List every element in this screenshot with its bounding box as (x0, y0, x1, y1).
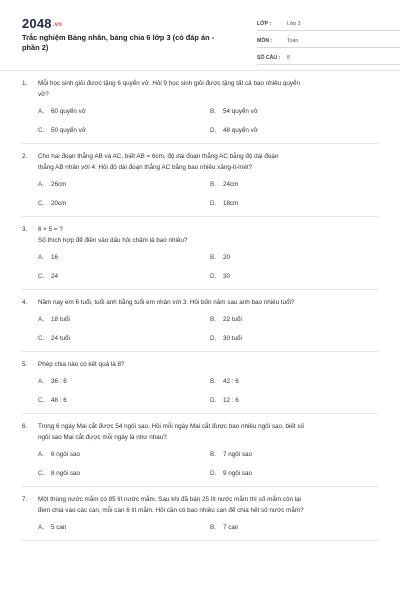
option-letter: A. (38, 378, 44, 385)
answer-options (22, 377, 378, 405)
question-text-line: Phép chia nào có kết quả là 8? (38, 361, 125, 368)
option-letter: C. (38, 397, 45, 404)
meta-label: SỐ CÂU : (257, 54, 281, 61)
answer-option[interactable] (38, 272, 210, 281)
answer-options (22, 523, 378, 532)
option-text: 60 quyển vở (51, 108, 86, 115)
option-text: 24 tuổi (51, 335, 70, 342)
answer-options (22, 253, 378, 281)
question-stem (22, 494, 378, 516)
question-text-line: vở? (38, 91, 49, 98)
question-item (22, 359, 378, 414)
answer-options (22, 107, 378, 135)
question-text-line: Một thùng nước mắm có 85 lít nước mắm. Sau khi đã bán 25 lít nước mắm thì số mắm còn lại (38, 496, 302, 503)
logo-suffix: .vn (52, 21, 63, 28)
answer-option[interactable] (210, 334, 382, 343)
question-item (22, 151, 378, 217)
question-stem (22, 297, 378, 308)
option-text: 12 : 6 (223, 397, 239, 404)
option-text: 6 ngôi sao (51, 451, 81, 458)
option-letter: B. (210, 378, 216, 385)
option-text: 30 (223, 273, 231, 280)
option-letter: C. (38, 200, 45, 207)
question-text (38, 421, 378, 443)
question-text (38, 78, 378, 100)
option-text: 30 tuổi (223, 335, 242, 342)
option-text: 48 quyển vở (223, 127, 258, 134)
option-text: 16 (51, 254, 59, 261)
site-logo[interactable] (22, 16, 62, 31)
question-text-line: Trong 6 ngày Mai cắt được 54 ngôi sao. Hỏi mỗi ngày Mai cắt được bao nhiêu ngôi sao, biết số (38, 423, 305, 430)
answer-option[interactable] (210, 523, 382, 532)
option-letter: B. (210, 451, 216, 458)
option-letter: A. (38, 254, 44, 261)
question-number: 5. (22, 361, 28, 368)
question-text (38, 297, 378, 308)
answer-options (22, 180, 378, 208)
option-text: 18cm (223, 200, 239, 207)
answer-option[interactable] (210, 377, 382, 386)
question-item (22, 494, 378, 541)
option-text: 24cm (223, 181, 239, 188)
answer-option[interactable] (38, 377, 210, 386)
question-stem (22, 421, 378, 443)
question-text-line: 6 × 5 = ? (38, 226, 63, 233)
answer-option[interactable] (210, 396, 382, 405)
answer-option[interactable] (38, 334, 210, 343)
option-text: 9 ngôi sao (223, 470, 253, 477)
question-stem (22, 224, 378, 246)
header-divider (0, 70, 400, 71)
option-text: 24 (51, 273, 59, 280)
meta-value: Lớp 3 (287, 20, 301, 27)
question-text-line: đem chia vào các can, mỗi can 6 lít mắm. Hỏi cần có bao nhiêu can để chia hết số nước mắm? (38, 507, 304, 514)
worksheet-meta (257, 17, 400, 68)
meta-row (257, 34, 400, 48)
question-number: 1. (22, 80, 28, 87)
option-text: 36 : 6 (51, 378, 67, 385)
question-text-line: Mỗi học sinh giỏi được tặng 6 quyển vở. Hỏi 9 học sinh giỏi được tặng tất cả bao nhiêu quyển (38, 80, 301, 87)
answer-options (22, 450, 378, 478)
answer-option[interactable] (210, 450, 382, 459)
option-text: 20cm (51, 200, 67, 207)
option-text: 22 tuổi (223, 316, 242, 323)
question-item (22, 78, 378, 144)
question-list (22, 78, 378, 548)
meta-value: 8 (287, 54, 290, 61)
answer-option[interactable] (210, 126, 382, 135)
question-item (22, 224, 378, 290)
question-item (22, 297, 378, 352)
answer-option[interactable] (38, 126, 210, 135)
option-text: 26cm (51, 181, 67, 188)
question-stem (22, 78, 378, 100)
meta-value: Toán (287, 37, 299, 44)
option-text: 50 quyển vở (51, 127, 86, 134)
question-number: 4. (22, 299, 28, 306)
option-letter: A. (38, 108, 44, 115)
option-letter: D. (210, 335, 217, 342)
meta-row (257, 51, 400, 65)
answer-option[interactable] (38, 396, 210, 405)
meta-label: MÔN : (257, 37, 273, 44)
question-text (38, 224, 378, 246)
option-letter: B. (210, 316, 216, 323)
answer-option[interactable] (38, 450, 210, 459)
option-letter: C. (38, 335, 45, 342)
question-text (38, 494, 378, 516)
option-letter: D. (210, 397, 217, 404)
option-text: 8 ngôi sao (51, 470, 81, 477)
option-text: 48 : 6 (51, 397, 67, 404)
question-text (38, 359, 378, 370)
answer-option[interactable] (210, 199, 382, 208)
question-number: 3. (22, 226, 28, 233)
option-letter: D. (210, 470, 217, 477)
question-text-line: Cho hai đoạn thẳng AB và AC, biết AB = 6cm, độ dài đoạn thẳng AC bằng độ dài đoạn (38, 153, 279, 160)
answer-option[interactable] (38, 107, 210, 116)
question-text-line: thẳng AB nhân với 4. Hỏi độ dài đoạn thẳng AC bằng bao nhiêu xăng-ti-mét? (38, 164, 253, 171)
question-text (38, 151, 378, 173)
question-text-line: Năm nay em 6 tuổi, tuổi anh bằng tuổi em nhân với 3. Hỏi bốn năm sau anh bao nhiêu tuổi? (38, 299, 295, 306)
option-letter: C. (38, 127, 45, 134)
answer-option[interactable] (210, 253, 382, 262)
answer-option[interactable] (38, 315, 210, 324)
option-letter: D. (210, 200, 217, 207)
option-letter: A. (38, 524, 44, 531)
question-stem (22, 359, 378, 370)
answer-option[interactable] (38, 180, 210, 189)
answer-options (22, 315, 378, 343)
option-letter: A. (38, 451, 44, 458)
option-text: 20 (223, 254, 231, 261)
option-letter: B. (210, 108, 216, 115)
option-text: 7 can (223, 524, 239, 531)
option-letter: A. (38, 316, 44, 323)
option-letter: C. (38, 273, 45, 280)
option-text: 54 quyển vở (223, 108, 258, 115)
logo-text: 2048 (22, 16, 52, 31)
worksheet-header (22, 14, 378, 74)
answer-option[interactable] (210, 469, 382, 478)
question-text-line: Số thích hợp để điền vào dấu hỏi chấm là bao nhiêu? (38, 237, 188, 244)
option-letter: D. (210, 127, 217, 134)
answer-option[interactable] (210, 272, 382, 281)
answer-option[interactable] (38, 253, 210, 262)
answer-option[interactable] (210, 315, 382, 324)
option-letter: B. (210, 524, 216, 531)
question-number: 2. (22, 153, 28, 160)
option-letter: C. (38, 470, 45, 477)
meta-row (257, 17, 400, 31)
option-text: 7 ngôi sao (223, 451, 253, 458)
question-number: 6. (22, 423, 28, 430)
question-text-line: ngôi sao Mai cắt được mỗi ngày là như nhau? (38, 434, 167, 441)
option-text: 5 can (51, 524, 67, 531)
question-stem (22, 151, 378, 173)
answer-option[interactable] (38, 199, 210, 208)
option-letter: B. (210, 181, 216, 188)
meta-label: LỚP : (257, 20, 272, 27)
question-item (22, 421, 378, 487)
option-letter: D. (210, 273, 217, 280)
answer-option[interactable] (38, 523, 210, 532)
worksheet-title: Trắc nghiệm Bảng nhân, bảng chia 6 lớp 3 (có đáp án - phần 2) (22, 33, 215, 52)
option-text: 18 tuổi (51, 316, 70, 323)
option-text: 42 : 6 (223, 378, 239, 385)
option-letter: A. (38, 181, 44, 188)
answer-option[interactable] (38, 469, 210, 478)
answer-option[interactable] (210, 107, 382, 116)
option-letter: B. (210, 254, 216, 261)
answer-option[interactable] (210, 180, 382, 189)
question-number: 7. (22, 496, 28, 503)
